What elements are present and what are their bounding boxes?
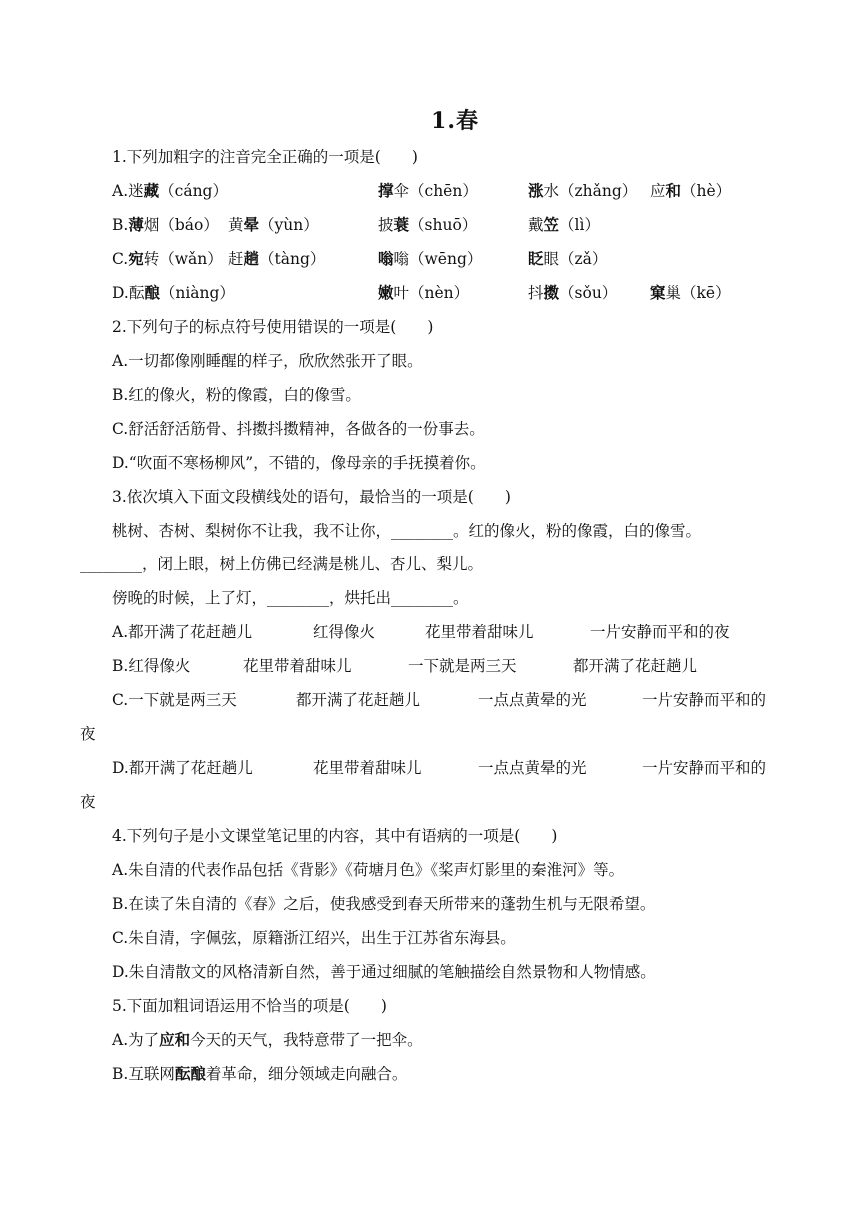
q2-option-a: A.一切都像刚睡醒的样子，欣欣然张开了眼。 [112, 352, 423, 370]
q1-option-c-1: C.宛转（wǎn） [112, 249, 223, 268]
question-3-stem: 3.依次填入下面文段横线处的语句，最恰当的一项是( ) [112, 488, 511, 506]
q4-option-d: D.朱自清散文的风格清新自然，善于通过细腻的笔触描绘自然景物和人物情感。 [112, 963, 656, 981]
q2-option-d: D.“吹面不寒杨柳风”，不错的，像母亲的手抚摸着你。 [112, 454, 486, 472]
q3-option-c-tail: 夜 [80, 725, 96, 743]
q5-option-a: A.为了应和今天的天气，我特意带了一把伞。 [112, 1030, 423, 1049]
q3-option-b-1: B.红得像火 [112, 657, 191, 675]
q4-option-c: C.朱自清，字佩弦，原籍浙江绍兴，出生于江苏省东海县。 [112, 929, 516, 947]
q1-option-a-2: 撑伞（chēn） [378, 181, 478, 200]
q3-option-c-2: 都开满了花赶趟儿 [296, 691, 421, 709]
q3-passage-line-3: 傍晚的时候，上了灯，________，烘托出________。 [112, 589, 469, 607]
q2-option-c: C.舒活舒活筋骨、抖擞抖擞精神，各做各的一份事去。 [112, 420, 485, 438]
q1-option-a-1: A.迷藏（cáng） [112, 181, 228, 200]
q3-option-b-4: 都开满了花赶趟儿 [573, 657, 698, 675]
q1-option-a-4: 应和（hè） [650, 181, 732, 200]
q3-option-d-1: D.都开满了花赶趟儿 [112, 759, 253, 777]
q3-option-b-3: 一下就是两三天 [408, 657, 517, 675]
q1-option-a-3: 涨水（zhǎng） [528, 181, 638, 200]
q3-passage-line-2: ________，闭上眼，树上仿佛已经满是桃儿、杏儿、梨儿。 [80, 555, 484, 573]
q3-option-d-3: 一点点黄晕的光 [478, 759, 587, 777]
question-1-stem: 1.下列加粗字的注音完全正确的一项是( ) [112, 148, 418, 166]
q3-option-c-3: 一点点黄晕的光 [478, 691, 587, 709]
q1-option-c-4: 眨眼（zǎ） [528, 249, 608, 268]
q1-option-b-3: 披蓑（shuō） [378, 215, 478, 234]
q3-option-a-3: 花里带着甜味儿 [425, 623, 534, 641]
q3-option-a-2: 红得像火 [313, 623, 376, 641]
q4-option-a: A.朱自清的代表作品包括《背影》《荷塘月色》《桨声灯影里的秦淮河》等。 [112, 861, 625, 879]
q2-option-b: B.红的像火，粉的像霞，白的像雪。 [112, 386, 361, 404]
q4-option-b: B.在读了朱自清的《春》之后，使我感受到春天所带来的蓬勃生机与无限希望。 [112, 895, 656, 913]
question-5-stem: 5.下面加粗词语运用不恰当的项是( ) [112, 997, 387, 1015]
q1-option-d-2: 嫩叶（nèn） [378, 283, 470, 302]
q3-option-a-1: A.都开满了花赶趟儿 [112, 623, 253, 641]
question-2-stem: 2.下列句子的标点符号使用错误的一项是( ) [112, 318, 434, 336]
question-4-stem: 4.下列句子是小文课堂笔记里的内容，其中有语病的一项是( ) [112, 827, 558, 845]
page-title: 1.春 [431, 108, 479, 134]
q3-option-b-2: 花里带着甜味儿 [243, 657, 352, 675]
q3-option-a-4: 一片安静而平和的夜 [590, 623, 730, 641]
q1-option-c-2: 赶趟（tàng） [228, 249, 326, 268]
q1-option-d-4: 窠巢（kē） [650, 283, 731, 302]
q3-option-c-1: C.一下就是两三天 [112, 691, 237, 709]
q1-option-b-1: B.薄烟（báo） [112, 215, 219, 234]
q3-option-c-4: 一片安静而平和的 [642, 691, 767, 709]
q3-option-d-2: 花里带着甜味儿 [313, 759, 422, 777]
q1-option-d-1: D.酝酿（niàng） [112, 283, 235, 302]
q3-option-d-4: 一片安静而平和的 [642, 759, 767, 777]
q1-option-c-3: 嗡嗡（wēng） [378, 249, 483, 268]
q1-option-d-3: 抖擞（sǒu） [528, 283, 618, 302]
q1-option-b-4: 戴笠（lì） [528, 215, 600, 234]
q3-option-d-tail: 夜 [80, 793, 96, 811]
q3-passage-line-1: 桃树、杏树、梨树你不让我，我不让你，________。红的像火，粉的像霞，白的像雪。 [112, 522, 702, 540]
q5-option-b: B.互联网酝酿着革命，细分领域走向融合。 [112, 1064, 408, 1083]
q1-option-b-2: 黄晕（yùn） [228, 215, 319, 234]
